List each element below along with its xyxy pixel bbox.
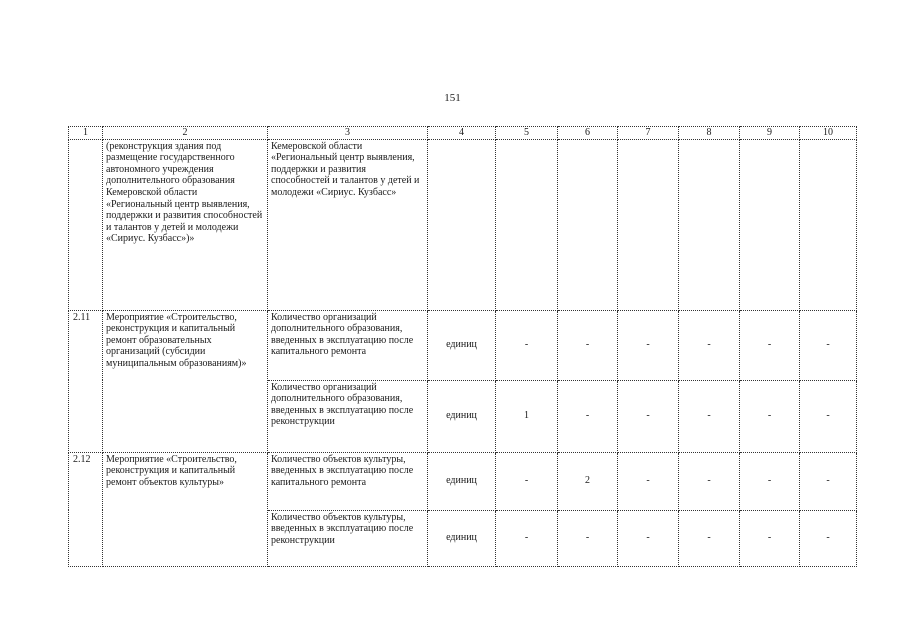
value-cell [679, 139, 740, 310]
value-cell: - [618, 310, 679, 380]
unit-cell: единиц [428, 452, 496, 510]
header-cell: 8 [679, 127, 740, 140]
header-cell: 4 [428, 127, 496, 140]
table-row [69, 310, 857, 380]
value-cell: - [740, 452, 800, 510]
value-cell: - [496, 310, 558, 380]
value-cell: 2 [558, 452, 618, 510]
activity-cell: (реконструкция здания под размещение государственного автономного учреждения дополнительного образования Кемеровской области «Региональный центр выявления, поддержки и развития способностей и талантов у детей и молодежи «Сириус. Кузбасс»)» [103, 139, 268, 310]
value-cell [618, 139, 679, 310]
value-cell: - [558, 510, 618, 566]
value-cell: - [496, 452, 558, 510]
indicator-cell: Количество организаций дополнительного образования, введенных в эксплуатацию после реконструкции [268, 380, 428, 452]
activity-cell: Мероприятие «Строительство, реконструкция и капитальный ремонт объектов культуры» [103, 452, 268, 566]
header-cell: 1 [69, 127, 103, 140]
page-number: 151 [444, 92, 461, 104]
table-row [69, 452, 857, 510]
table-row [69, 139, 857, 310]
header-cell: 10 [800, 127, 857, 140]
header-cell: 2 [103, 127, 268, 140]
value-cell: - [679, 310, 740, 380]
unit-cell: единиц [428, 510, 496, 566]
row-number-cell [69, 139, 103, 310]
value-cell: - [618, 510, 679, 566]
value-cell: - [800, 452, 857, 510]
value-cell: - [618, 452, 679, 510]
row-number-cell: 2.11 [69, 310, 103, 452]
indicator-cell: Количество объектов культуры, введенных в эксплуатацию после капитального ремонта [268, 452, 428, 510]
value-cell: - [800, 380, 857, 452]
value-cell [740, 139, 800, 310]
value-cell [558, 139, 618, 310]
value-cell: - [800, 310, 857, 380]
header-row [69, 127, 857, 140]
value-cell: - [800, 510, 857, 566]
value-cell [496, 139, 558, 310]
unit-cell: единиц [428, 380, 496, 452]
value-cell: 1 [496, 380, 558, 452]
value-cell: - [496, 510, 558, 566]
value-cell: - [679, 380, 740, 452]
activity-cell: Мероприятие «Строительство, реконструкция и капитальный ремонт образовательных организаций (субсидии муниципальным образованиям)» [103, 310, 268, 452]
unit-cell: единиц [428, 310, 496, 380]
indicators-table [68, 126, 857, 567]
value-cell: - [618, 380, 679, 452]
value-cell: - [740, 380, 800, 452]
unit-cell [428, 139, 496, 310]
header-cell: 5 [496, 127, 558, 140]
value-cell: - [740, 310, 800, 380]
value-cell: - [679, 452, 740, 510]
value-cell: - [740, 510, 800, 566]
indicator-cell: Кемеровской области «Региональный центр выявления, поддержки и развития способностей и талантов у детей и молодежи «Сириус. Кузбасс» [268, 139, 428, 310]
value-cell: - [679, 510, 740, 566]
indicator-cell: Количество организаций дополнительного образования, введенных в эксплуатацию после капитального ремонта [268, 310, 428, 380]
header-cell: 7 [618, 127, 679, 140]
header-cell: 9 [740, 127, 800, 140]
value-cell: - [558, 380, 618, 452]
value-cell: - [558, 310, 618, 380]
indicator-cell: Количество объектов культуры, введенных в эксплуатацию после реконструкции [268, 510, 428, 566]
row-number-cell: 2.12 [69, 452, 103, 566]
header-cell: 3 [268, 127, 428, 140]
value-cell [800, 139, 857, 310]
header-cell: 6 [558, 127, 618, 140]
